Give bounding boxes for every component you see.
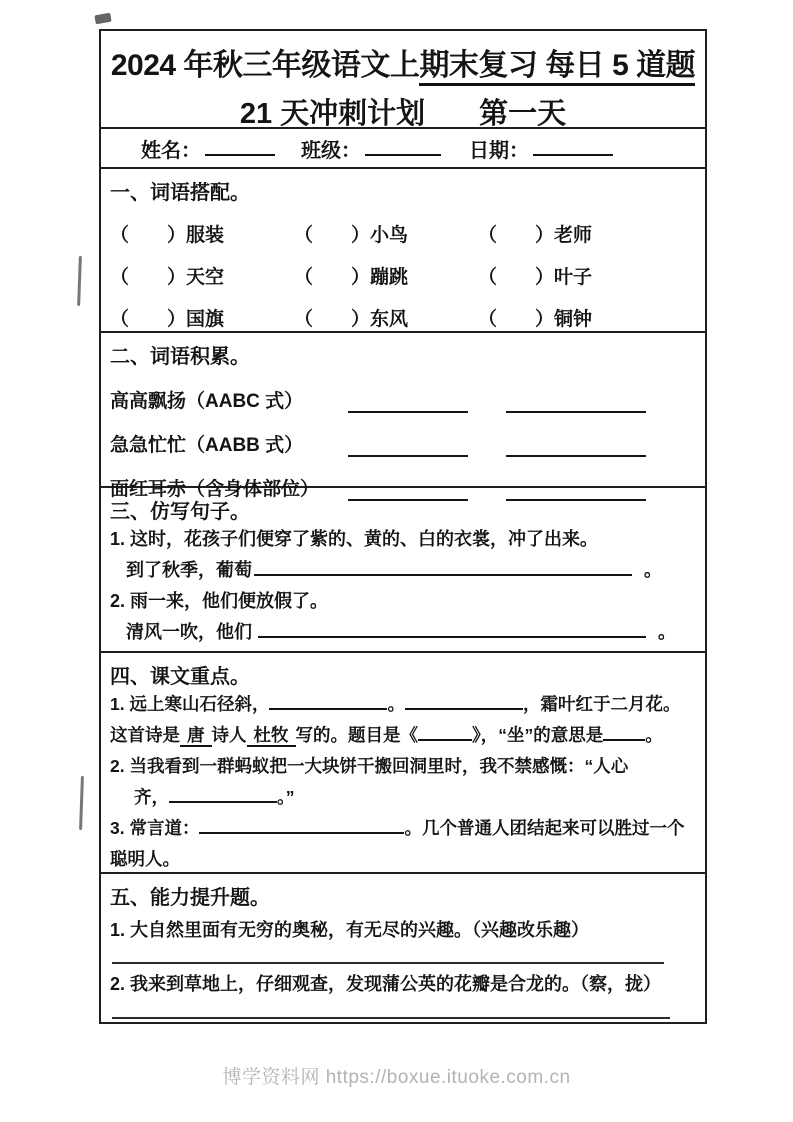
match-cell: （ ）东风	[294, 309, 409, 330]
date-blank	[533, 140, 613, 156]
title-underlined-part: 期末复习 每日 5 道题	[419, 49, 695, 86]
day-label: 第一天	[479, 98, 567, 130]
footer-watermark: 博学资料网 https://boxue.ituoke.com.cn	[222, 1067, 571, 1088]
match-row	[110, 220, 699, 247]
scan-artifact	[77, 256, 82, 306]
fill-line	[110, 617, 699, 648]
answer-blank	[348, 435, 468, 457]
question-text: 1. 大自然里面有无穷的奥秘，有无尽的兴趣。（兴趣改乐趣）	[110, 920, 590, 940]
match-cell: （ ）蹦跳	[294, 267, 409, 288]
match-cell: （ ）叶子	[478, 267, 593, 288]
accumulation-row	[110, 430, 699, 457]
worksheet-header	[101, 31, 705, 129]
fill-prefix: 3. 常言道：	[110, 818, 200, 838]
answer-blank	[269, 691, 387, 710]
match-cell: （ ）天空	[110, 267, 225, 288]
question-text: 2. 当我看到一群蚂蚁把一大块饼干搬回洞里时，我不禁感慨：“人心	[110, 756, 629, 776]
filled-answer: 唐	[180, 725, 212, 747]
word-prompt: 急急忙忙（AABB 式）	[110, 435, 304, 456]
answer-blank	[418, 722, 472, 741]
answer-line	[112, 1017, 670, 1019]
question-text	[110, 689, 699, 720]
section-title: 一、词语搭配。	[110, 182, 250, 204]
accumulation-row	[110, 386, 699, 413]
section-word-matching	[101, 169, 705, 333]
poem-line-prefix: 1. 远上寒山石径斜，	[110, 694, 270, 714]
class-label: 班级：	[301, 139, 361, 162]
text-segment: 》，“坐”的意思是	[472, 725, 604, 745]
scan-artifact	[79, 776, 84, 830]
date-label: 日期：	[469, 139, 529, 162]
answer-line	[112, 962, 664, 964]
filled-answer: 杜牧	[247, 725, 296, 747]
question-text: 聪明人。	[110, 849, 180, 869]
answer-blank	[258, 619, 646, 638]
answer-blank	[348, 391, 468, 413]
fill-suffix: 。几个普通人团结起来可以胜过一个	[404, 818, 685, 838]
word-prompt: 面红耳赤（含身体部位）	[110, 479, 320, 500]
section-title: 五、能力提升题。	[110, 887, 270, 909]
answer-blank	[348, 479, 468, 501]
name-blank	[205, 140, 275, 156]
fill-line	[110, 555, 699, 586]
meta-row	[101, 129, 705, 169]
answer-blank	[405, 691, 523, 710]
section-text-key-points	[101, 653, 705, 874]
answer-blank	[603, 722, 645, 741]
text-segment: 这首诗是	[110, 725, 180, 745]
question-text: 2. 雨一来，他们便放假了。	[110, 591, 329, 611]
scan-artifact	[94, 13, 111, 25]
match-cell: （ ）服装	[110, 225, 225, 246]
title-line-2	[101, 91, 705, 132]
period: 。	[644, 560, 662, 580]
fill-prefix: 到了秋季，葡萄	[126, 560, 252, 580]
title-line-1	[101, 40, 705, 84]
section-title: 四、课文重点。	[110, 666, 250, 688]
subtitle: 21 天冲刺计划	[239, 98, 426, 130]
question-text	[110, 813, 699, 844]
fill-prefix: 齐，	[134, 787, 169, 807]
answer-blank	[199, 815, 404, 834]
name-label: 姓名：	[141, 139, 201, 162]
section-sentence-imitation	[101, 488, 705, 653]
title-prefix: 2024 年秋三年级语文上	[110, 49, 420, 82]
match-cell: （ ）国旗	[110, 309, 225, 330]
question-text	[110, 720, 699, 751]
question-text: 1. 这时，花孩子们便穿了紫的、黄的、白的衣裳，冲了出来。	[110, 529, 599, 549]
answer-blank	[169, 784, 277, 803]
text-segment: 诗人	[211, 725, 247, 745]
fill-suffix: 。”	[277, 787, 295, 807]
section-title: 二、词语积累。	[110, 346, 250, 368]
answer-blank	[254, 557, 632, 576]
match-cell: （ ）铜钟	[478, 309, 593, 330]
answer-blank	[506, 391, 646, 413]
period: 。	[387, 694, 405, 714]
period: 。	[658, 622, 676, 642]
match-row	[110, 262, 699, 289]
worksheet	[99, 29, 707, 1024]
section-title: 三、仿写句子。	[110, 501, 250, 523]
fill-prefix: 清风一吹，他们	[126, 622, 252, 642]
answer-blank	[506, 435, 646, 457]
period: 。	[645, 725, 663, 745]
match-cell: （ ）老师	[478, 225, 593, 246]
section-ability-improvement	[101, 874, 705, 1019]
match-cell: （ ）小鸟	[294, 225, 409, 246]
answer-blank	[506, 479, 646, 501]
word-prompt: 高高飘扬（AABC 式）	[110, 391, 304, 412]
fill-line	[110, 782, 699, 813]
poem-line-suffix: ，霜叶红于二月花。	[522, 694, 681, 714]
class-blank	[365, 140, 441, 156]
section-word-accumulation	[101, 333, 705, 500]
match-row	[110, 304, 699, 331]
text-segment: 写的。题目是《	[295, 725, 418, 745]
question-text: 2. 我来到草地上，仔细观查，发现蒲公英的花瓣是合龙的。（察，拢）	[110, 974, 662, 994]
